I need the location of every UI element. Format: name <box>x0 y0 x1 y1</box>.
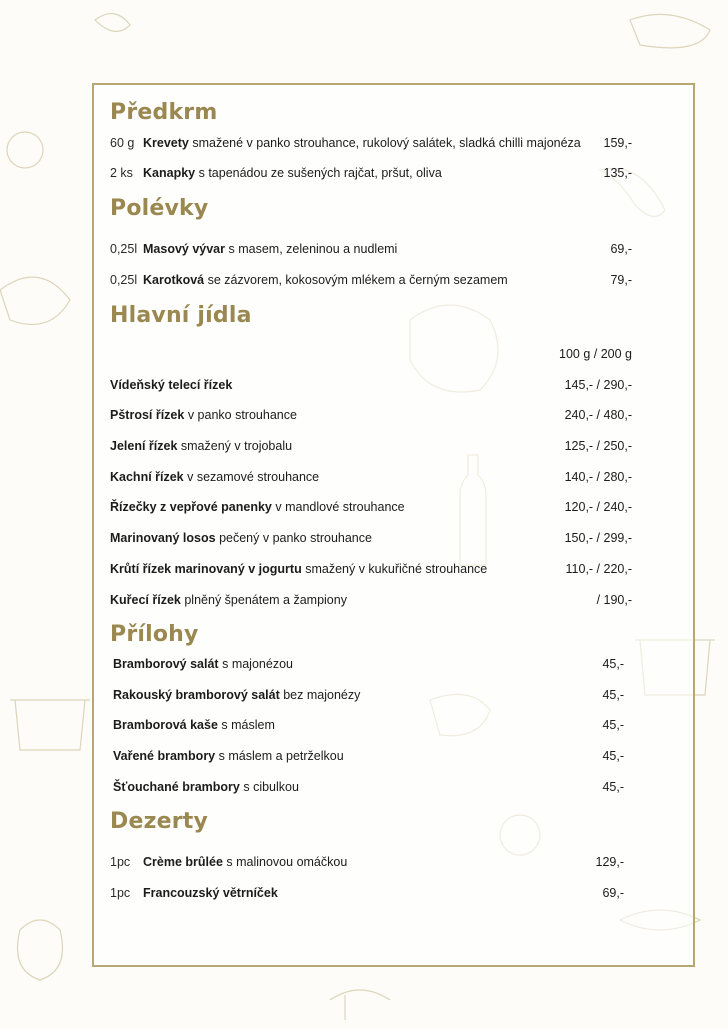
menu-item: 1pc Francouzský větrníček 69,- <box>110 886 624 900</box>
pepper-icon <box>18 920 63 980</box>
menu-item <box>110 498 632 516</box>
item-price: 79,- <box>610 273 632 287</box>
item-desc: pečený v panko strouhance <box>219 531 372 545</box>
menu-item <box>110 686 632 704</box>
item-price: 45,- <box>602 718 624 732</box>
menu-item: 0,25l Masový vývar s masem, zeleninou a nudlemi 69,- <box>110 242 632 256</box>
item-price: 69,- <box>610 242 632 256</box>
item-desc: s majonézou <box>222 657 293 671</box>
item-name: Crème brûlée <box>143 855 223 869</box>
drumstick-icon <box>0 277 70 324</box>
item-price: 120,- / 240,- <box>564 500 632 514</box>
menu-item <box>110 655 632 673</box>
item-price: 45,- <box>602 657 624 671</box>
section-title-predkrm: Předkrm <box>110 100 218 125</box>
bread-icon <box>630 14 710 47</box>
item-price: 129,- <box>595 855 624 869</box>
leaf-icon <box>95 14 130 32</box>
item-desc: v panko strouhance <box>187 408 297 422</box>
pot-icon <box>10 700 90 750</box>
item-name: Francouzský větrníček <box>143 886 278 900</box>
item-name: Bramborový salát <box>113 657 219 671</box>
menu-item: 1pc Crème brûlée s malinovou omáčkou 129,- <box>110 855 624 869</box>
item-name: Vídeňský telecí řízek <box>110 378 233 392</box>
item-name: Řízečky z vepřové panenky <box>110 500 272 514</box>
menu-item <box>110 437 632 455</box>
item-price: 45,- <box>602 780 624 794</box>
item-desc: s masem, zeleninou a nudlemi <box>228 242 398 256</box>
item-desc: smažený v trojobalu <box>180 439 293 453</box>
item-price: 159,- <box>603 136 632 150</box>
item-name: Kachní řízek <box>110 470 184 484</box>
item-desc: s malinovou omáčkou <box>226 855 348 869</box>
item-name: Kanapky <box>143 166 196 180</box>
item-name: Kuřecí řízek <box>110 593 181 607</box>
item-name: Krůtí řízek marinovaný v jogurtu <box>110 562 302 576</box>
item-price: 135,- <box>603 166 632 180</box>
item-price: 240,- / 480,- <box>564 408 632 422</box>
item-name: Karotková <box>143 273 205 287</box>
item-price: 45,- <box>602 688 624 702</box>
item-price: 125,- / 250,- <box>564 439 632 453</box>
menu-item <box>110 747 632 765</box>
herb-icon <box>330 990 390 1020</box>
menu-item <box>110 376 632 394</box>
item-desc: s cibulkou <box>243 780 299 794</box>
menu-item <box>110 778 632 796</box>
section-title-dezerty: Dezerty <box>110 809 209 834</box>
item-price: 140,- / 280,- <box>564 470 632 484</box>
item-name: Marinovaný losos <box>110 531 216 545</box>
menu-item <box>110 468 632 486</box>
item-name: Vařené brambory <box>113 749 216 763</box>
item-price: / 190,- <box>596 593 632 607</box>
menu-item: 0,25l Karotková se zázvorem, kokosovým mlékem a černým sezamem 79,- <box>110 273 632 287</box>
menu-item <box>110 406 632 424</box>
item-name: Masový vývar <box>143 242 226 256</box>
item-desc: s tapenádou ze sušených rajčat, pršut, oliva <box>198 166 442 180</box>
item-desc: plněný špenátem a žampiony <box>184 593 347 607</box>
menu-item <box>110 591 632 609</box>
item-name: Krevety <box>143 136 189 150</box>
item-name: Pštrosí řízek <box>110 408 185 422</box>
section-title-prilohy: Přílohy <box>110 622 199 647</box>
item-price: 45,- <box>602 749 624 763</box>
item-desc: smažený v kukuřičné strouhance <box>305 562 488 576</box>
item-desc: s máslem <box>221 718 275 732</box>
portion-size-header: 100 g / 200 g <box>559 347 632 361</box>
item-desc: smažené v panko strouhance, rukolový salátek, sladká chilli majonéza <box>192 136 581 150</box>
tomato-icon <box>7 132 43 168</box>
item-desc: s máslem a petrželkou <box>218 749 344 763</box>
item-name: Šťouchané brambory <box>113 780 240 794</box>
menu-item: 60 g Krevety smažené v panko strouhance, rukolový salátek, sladká chilli majonéza 159,- <box>110 136 632 150</box>
item-desc: v mandlové strouhance <box>275 500 405 514</box>
item-desc: bez majonézy <box>283 688 361 702</box>
item-name: Rakouský bramborový salát <box>113 688 280 702</box>
menu-item <box>110 529 632 547</box>
item-price: 69,- <box>602 886 624 900</box>
menu-item <box>110 560 632 578</box>
menu-item <box>110 716 632 734</box>
section-title-polevky: Polévky <box>110 196 209 221</box>
item-price: 150,- / 299,- <box>564 531 632 545</box>
section-title-hlavni-jidla: Hlavní jídla <box>110 303 252 328</box>
item-desc: se zázvorem, kokosovým mlékem a černým sezamem <box>207 273 508 287</box>
item-desc: v sezamové strouhance <box>187 470 320 484</box>
item-price: 145,- / 290,- <box>564 378 632 392</box>
item-price: 110,- / 220,- <box>565 562 632 576</box>
menu-item: 2 ks Kanapky s tapenádou ze sušených rajčat, pršut, oliva 135,- <box>110 166 632 180</box>
item-name: Bramborová kaše <box>113 718 218 732</box>
item-name: Jelení řízek <box>110 439 178 453</box>
